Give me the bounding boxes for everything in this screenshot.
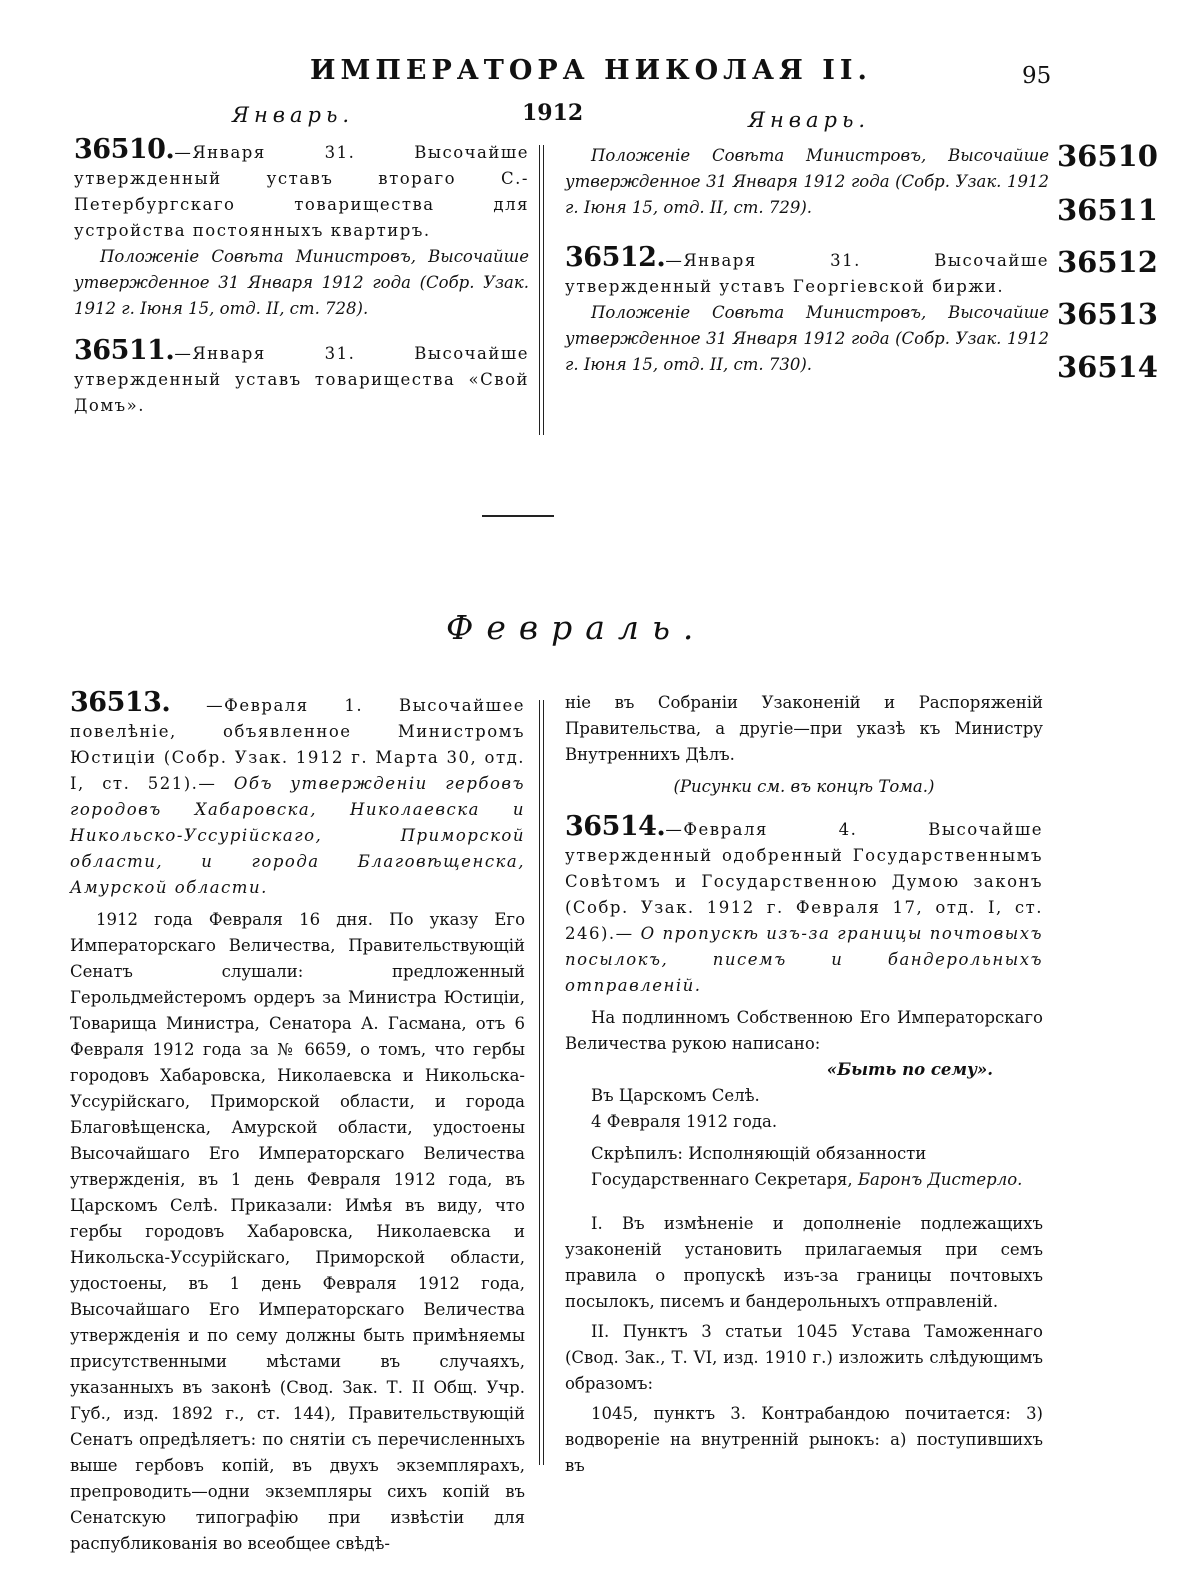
margin-number: 36514 <box>1057 350 1158 384</box>
entry-text: —Февраля 1. Высочайшее повелѣніе, объявленное Министромъ Юстиціи (Собр. Узак. 1912 г. Марта 30, отд. I, ст. 521).— <box>70 696 525 793</box>
entry-source: Положеніе Совѣта Министровъ, Высочайше утвержденное 31 Января 1912 года (Собр. Узак. 1912 г. Іюня 15, отд. II, ст. 729). <box>565 146 1049 217</box>
entry-number: 36510. <box>74 134 175 165</box>
law-paragraph-1: I. Въ измѣненіе и дополненіе подлежащихъ узаконеній установить прилагаемыя при семъ правила о пропускѣ изъ-за границы почтовыхъ посылокъ, писемъ и бандерольныхъ отправленій. <box>565 1214 1043 1311</box>
year-header: 1912 <box>522 100 584 126</box>
imperial-autograph: «Быть по сему». <box>826 1060 993 1079</box>
place: Въ Царскомъ Селѣ. <box>591 1086 760 1105</box>
entry-subject: Объ утвержденіи гербовъ городовъ Хабаровска, Николаевска и Никольско-Уссурійскаго, Приморской области, и города Благовѣщенска, Амурской области. <box>70 774 525 897</box>
february-right-column <box>565 690 1043 1479</box>
running-head-title: ИМПЕРАТОРА НИКОЛАЯ II. <box>310 55 872 86</box>
date: 4 Февраля 1912 года. <box>591 1112 778 1131</box>
countersign-title: Государственнаго Секретаря, <box>591 1170 853 1189</box>
entry-36510 <box>74 134 529 244</box>
figures-note: (Рисунки см. въ концѣ Тома.) <box>673 777 935 796</box>
entry-number: 36513. <box>70 687 171 718</box>
margin-number: 36510 <box>1057 139 1158 173</box>
column-rule <box>539 145 544 435</box>
section-title-february: Февраль. <box>446 608 707 647</box>
entry-number: 36511. <box>74 335 175 366</box>
entry-source: Положеніе Совѣта Министровъ, Высочайше утвержденное 31 Января 1912 года (Собр. Узак. 1912 г. Іюня 15, отд. II, ст. 728). <box>74 247 529 318</box>
law-paragraph-3: 1045, пунктъ 3. Контрабандою почитается: 3) водвореніе на внутренній рынокъ: а) поступившихъ въ <box>565 1404 1043 1475</box>
entry-text: —Января 31. Высочайше утвержденный уставъ товарищества «Свой Домъ». <box>74 344 529 415</box>
countersign-name <box>565 1167 1043 1193</box>
column-rule <box>539 700 544 1465</box>
month-header-left: Январь. <box>232 103 355 127</box>
february-left-column <box>70 687 525 1557</box>
entry-text: —Февраля 4. Высочайше утвержденный одобренный Государственнымъ Совѣтомъ и Государственною Думою законъ (Собр. Узак. 1912 г. Февраля 17, отд. I, ст. 246).— <box>565 820 1043 943</box>
january-right-column <box>565 143 1049 378</box>
margin-number: 36511 <box>1057 193 1158 227</box>
section-divider <box>482 515 554 517</box>
entry-number: 36512. <box>565 242 666 273</box>
margin-number: 36512 <box>1057 245 1158 279</box>
entry-subject: О пропускѣ изъ-за границы почтовыхъ посылокъ, писемъ и бандерольныхъ отправленій. <box>565 924 1043 995</box>
entry-text: —Января 31. Высочайше утвержденный уставъ Георгіевской биржи. <box>565 251 1049 296</box>
entry-36511 <box>74 335 529 419</box>
month-header-right: Январь. <box>748 108 871 132</box>
entry-continuation: ніе въ Собраніи Узаконеній и Распоряженій Правительства, а другіе—при указѣ къ Министру Внутреннихъ Дѣлъ. <box>565 693 1043 764</box>
countersign-label: Скрѣпилъ: Исполняющій обязанности <box>591 1144 927 1163</box>
entry-number: 36514. <box>565 811 666 842</box>
entry-body: 1912 года Февраля 16 дня. По указу Его Императорскаго Величества, Правительствующій Сенатъ слушали: предложенный Герольдмейстеромъ ордеръ за Министра Юстиціи, Товарища Министра, Сенатора А. Гасмана, отъ 6 Февраля 1912 года за № 6659, о томъ, что гербы городовъ Хабаровска, Николаевска и Никольска-Уссурійскаго, Приморской области, и города Благовѣщенска, Амурской области, удостоены Высочайшаго Его Императорскаго Величества утвержденія, въ 1 день Февраля 1912 года, въ Царскомъ Селѣ. Приказали: Имѣя въ виду, что гербы городовъ Хабаровска, Николаевска и Никольска-Уссурійскаго, Приморской области, удостоены, въ 1 день Февраля 1912 года, Высочайшаго Его Императорскаго Величества утвержденія и по сему должны быть примѣняемы присутственными мѣстами въ случаяхъ, указанныхъ въ законѣ (Свод. Зак. Т. II Общ. Учр. Губ., изд. 1892 г., ст. 144), Правительствующій Сенатъ опредѣляетъ: по снятіи съ перечисленныхъ выше гербовъ копій, въ двухъ экземплярахъ, препроводить—одни экземпляры сихъ копій въ Сенатскую типографію при извѣстіи для распубликованія во всеобщее свѣдѣ- <box>70 910 525 1553</box>
page-number: 95 <box>1022 63 1052 89</box>
entry-36514 <box>565 811 1043 999</box>
entry-source: Положеніе Совѣта Министровъ, Высочайше утвержденное 31 Января 1912 года (Собр. Узак. 1912 г. Іюня 15, отд. II, ст. 730). <box>565 303 1049 374</box>
margin-number: 36513 <box>1057 297 1158 331</box>
countersign-signatory: Баронъ Дистерло. <box>857 1170 1023 1189</box>
autograph-intro: На подлинномъ Собственною Его Императорскаго Величества рукою написано: <box>565 1008 1043 1053</box>
january-left-column <box>74 134 529 419</box>
entry-text: —Января 31. Высочайше утвержденный уставъ втораго С.-Петербургскаго товарищества для устройства постоянныхъ квартиръ. <box>74 143 529 240</box>
entry-36512 <box>565 242 1049 300</box>
entry-36513 <box>70 687 525 901</box>
law-paragraph-2: II. Пунктъ 3 статьи 1045 Устава Таможеннаго (Свод. Зак., Т. VI, изд. 1910 г.) изложить слѣдующимъ образомъ: <box>565 1322 1043 1393</box>
